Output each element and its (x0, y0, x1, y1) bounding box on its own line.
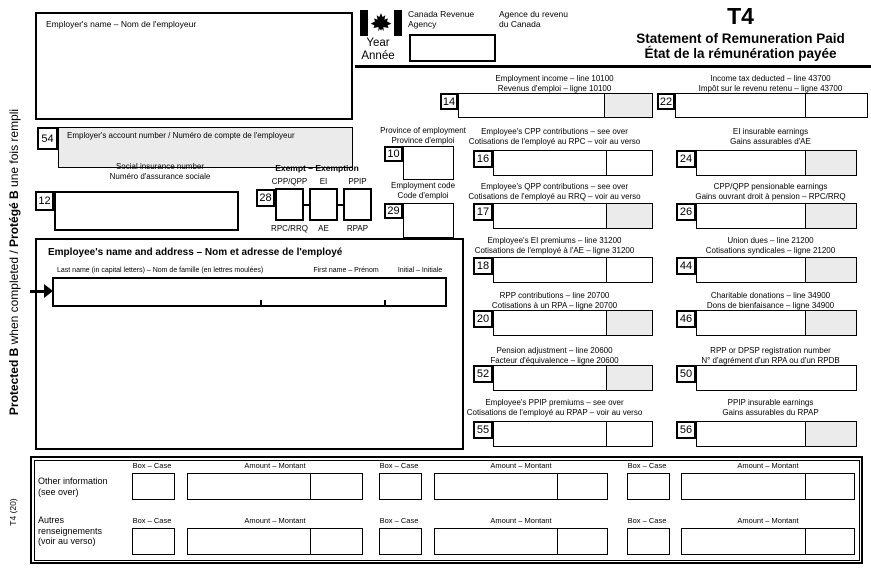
other-info-amount-cents-5 (557, 529, 607, 554)
exempt-checkbox-ei[interactable] (309, 188, 338, 221)
field-14-label: Employment income – line 10100 Revenus d'emploi – ligne 10100 (495, 74, 614, 93)
field-50-number: 50 (676, 365, 696, 383)
field-17-cents (606, 204, 652, 228)
field-56-cents (805, 422, 856, 446)
field-52-cents (606, 366, 652, 390)
other-info-case-input-5[interactable] (379, 528, 422, 555)
field-10-number: 10 (384, 146, 403, 162)
exempt-label-rpap: RPAP (346, 224, 369, 233)
field-29-number: 29 (384, 203, 403, 219)
form-subtitle-en: Statement of Remuneration Paid (636, 31, 845, 46)
other-info-case-input-6[interactable] (627, 528, 670, 555)
other-info-case-input-4[interactable] (132, 528, 175, 555)
field-44-label: Union dues – line 21200 Cotisations syndicales – ligne 21200 (705, 236, 836, 255)
field-17-input[interactable] (493, 203, 653, 229)
canada-flag-icon (360, 10, 402, 36)
other-info-amount-label: Amount – Montant (737, 461, 799, 470)
exempt-label-cpp-qpp: CPP/QPP (271, 177, 308, 186)
protected-b-en-rest: when completed / (7, 246, 21, 348)
other-info-amount-cents-6 (805, 529, 854, 554)
other-info-amount-cents-4 (310, 529, 362, 554)
exempt-title: Exempt – Exemption (275, 163, 359, 173)
initial-label: Initial – Initiale (397, 267, 443, 274)
field-54-label: Employer's account number / Numéro de compte de l'employeur (67, 131, 295, 140)
exempt-checkbox-cpp-qpp[interactable] (275, 188, 304, 221)
field-52-number: 52 (473, 365, 493, 383)
other-info-box-label: Box – Case (379, 461, 419, 470)
field-26-input[interactable] (696, 203, 857, 229)
exempt-label-ae: AE (318, 224, 329, 233)
employee-address-box[interactable] (35, 238, 464, 450)
field-55-label: Employee's PPIP premiums – see over Cotisations de l'employé au RPAP – voir au verso (466, 398, 643, 417)
exempt-checkbox-ppip[interactable] (343, 188, 372, 221)
name-box-divider-tick-2 (384, 300, 386, 305)
other-info-amount-input-1[interactable] (187, 473, 363, 500)
field-22-label: Income tax deducted – line 43700 Impôt sur le revenu retenu – ligne 43700 (698, 74, 843, 93)
other-info-box-label: Box – Case (132, 516, 172, 525)
other-info-amount-input-3[interactable] (681, 473, 855, 500)
other-info-amount-cents-1 (310, 474, 362, 499)
other-info-case-input-2[interactable] (379, 473, 422, 500)
field-22-number: 22 (657, 93, 675, 110)
field-26-label: CPP/QPP pensionable earnings Gains ouvrant droit à pension – RPC/RRQ (695, 182, 846, 201)
field-52-input[interactable] (493, 365, 653, 391)
other-info-label-en: Other information (see over) (38, 476, 108, 497)
field-24-number: 24 (676, 150, 696, 168)
other-info-case-input-1[interactable] (132, 473, 175, 500)
field-55-cents (606, 422, 652, 446)
other-info-amount-label: Amount – Montant (244, 516, 306, 525)
name-box-divider-tick-1 (260, 300, 262, 305)
field-16-number: 16 (473, 150, 493, 168)
field-17-label: Employee's QPP contributions – see over Cotisations de l'employé au RRQ – voir au verso (468, 182, 641, 201)
field-28-number: 28 (256, 189, 275, 207)
agency-name-fr: Agence du revenu du Canada (499, 9, 568, 29)
other-info-amount-cents-2 (557, 474, 607, 499)
province-label: Province of employment Province d'emploi (380, 126, 466, 145)
field-10-input[interactable] (403, 146, 454, 180)
protected-b-notice (7, 62, 25, 462)
other-info-box-label: Box – Case (379, 516, 419, 525)
field-46-input[interactable] (696, 310, 857, 336)
field-18-cents (606, 258, 652, 282)
protected-b-en: Protected B (7, 347, 21, 416)
field-22-cents (805, 94, 867, 117)
field-20-label: RPP contributions – line 20700 Cotisations à un RPA – ligne 20700 (491, 291, 618, 310)
protected-b-fr-rest: une fois rempli (7, 108, 21, 191)
field-46-label: Charitable donations – line 34900 Dons de bienfaisance – ligne 34900 (706, 291, 835, 310)
field-56-number: 56 (676, 421, 696, 439)
field-29-input[interactable] (403, 203, 454, 238)
field-26-number: 26 (676, 203, 696, 221)
employer-name-box[interactable] (35, 12, 353, 120)
field-17-number: 17 (473, 203, 493, 221)
other-info-amount-input-2[interactable] (434, 473, 608, 500)
field-24-label: EI insurable earnings Gains assurables d'AE (730, 127, 811, 146)
field-56-input[interactable] (696, 421, 857, 447)
other-info-box-label: Box – Case (132, 461, 172, 470)
field-44-cents (805, 258, 856, 282)
field-14-input[interactable] (458, 93, 653, 118)
field-20-input[interactable] (493, 310, 653, 336)
field-44-input[interactable] (696, 257, 857, 283)
field-24-cents (805, 151, 856, 175)
field-22-input[interactable] (675, 93, 868, 118)
employee-header: Employee's name and address – Nom et adresse de l'employé (48, 247, 343, 258)
other-info-case-input-3[interactable] (627, 473, 670, 500)
field-44-number: 44 (676, 257, 696, 275)
other-info-box-label: Box – Case (627, 461, 667, 470)
employee-name-input[interactable] (52, 277, 447, 307)
field-18-number: 18 (473, 257, 493, 275)
other-info-amount-label: Amount – Montant (490, 516, 552, 525)
header-rule (355, 65, 871, 68)
other-info-amount-input-6[interactable] (681, 528, 855, 555)
field-12-input[interactable] (54, 191, 239, 231)
form-title: T4 (727, 3, 754, 29)
field-54-number: 54 (37, 127, 58, 150)
form-version: T4 (20) (8, 498, 18, 526)
field-20-cents (606, 311, 652, 335)
field-46-number: 46 (676, 310, 696, 328)
field-18-label: Employee's EI premiums – line 31200 Cotisations de l'employé à l'AE – ligne 31200 (474, 236, 635, 255)
other-info-amount-input-4[interactable] (187, 528, 363, 555)
other-info-amount-label: Amount – Montant (244, 461, 306, 470)
field-50-input[interactable] (696, 365, 857, 391)
last-name-label: Last name (in capital letters) – Nom de famille (en lettres moulées) (57, 267, 264, 274)
field-50-label: RPP or DPSP registration number N° d'agrément d'un RPA ou d'un RPDB (701, 346, 840, 365)
employment-code-label: Employment code Code d'emploi (390, 181, 456, 200)
field-52-label: Pension adjustment – line 20600 Facteur d'équivalence – ligne 20600 (490, 346, 619, 365)
other-info-amount-input-5[interactable] (434, 528, 608, 555)
protected-b-fr: Protégé B (7, 190, 21, 247)
year-label: Year Année (361, 37, 395, 62)
field-56-label: PPIP insurable earnings Gains assurables du RPAP (722, 398, 819, 417)
field-14-cents (604, 94, 652, 117)
other-info-box-label: Box – Case (627, 516, 667, 525)
field-14-number: 14 (440, 93, 458, 110)
exempt-label-rpc-rrq: RPC/RRQ (271, 224, 308, 233)
field-24-input[interactable] (696, 150, 857, 176)
other-info-amount-cents-3 (805, 474, 854, 499)
field-46-cents (805, 311, 856, 335)
field-26-cents (805, 204, 856, 228)
field-18-input[interactable] (493, 257, 653, 283)
sin-label: Social insurance number Numéro d'assurance sociale (109, 162, 211, 181)
field-12-number: 12 (35, 191, 54, 211)
field-16-label: Employee's CPP contributions – see over Cotisations de l'employé au RPC – voir au verso (468, 127, 641, 146)
year-input[interactable] (409, 34, 496, 62)
first-name-label: First name – Prénom (313, 267, 379, 274)
field-55-input[interactable] (493, 421, 653, 447)
other-info-amount-label: Amount – Montant (490, 461, 552, 470)
field-16-input[interactable] (493, 150, 653, 176)
exempt-label-ppip: PPIP (348, 177, 367, 186)
exempt-label-ei: EI (319, 177, 328, 186)
other-info-amount-label: Amount – Montant (737, 516, 799, 525)
field-20-number: 20 (473, 310, 493, 328)
agency-name-en: Canada Revenue Agency (408, 9, 475, 29)
employer-name-label: Employer's name – Nom de l'employeur (46, 19, 197, 29)
form-subtitle-fr: État de la rémunération payée (644, 46, 837, 61)
field-16-cents (606, 151, 652, 175)
other-info-label-fr: Autres renseignements (voir au verso) (38, 515, 103, 546)
field-55-number: 55 (473, 421, 493, 439)
